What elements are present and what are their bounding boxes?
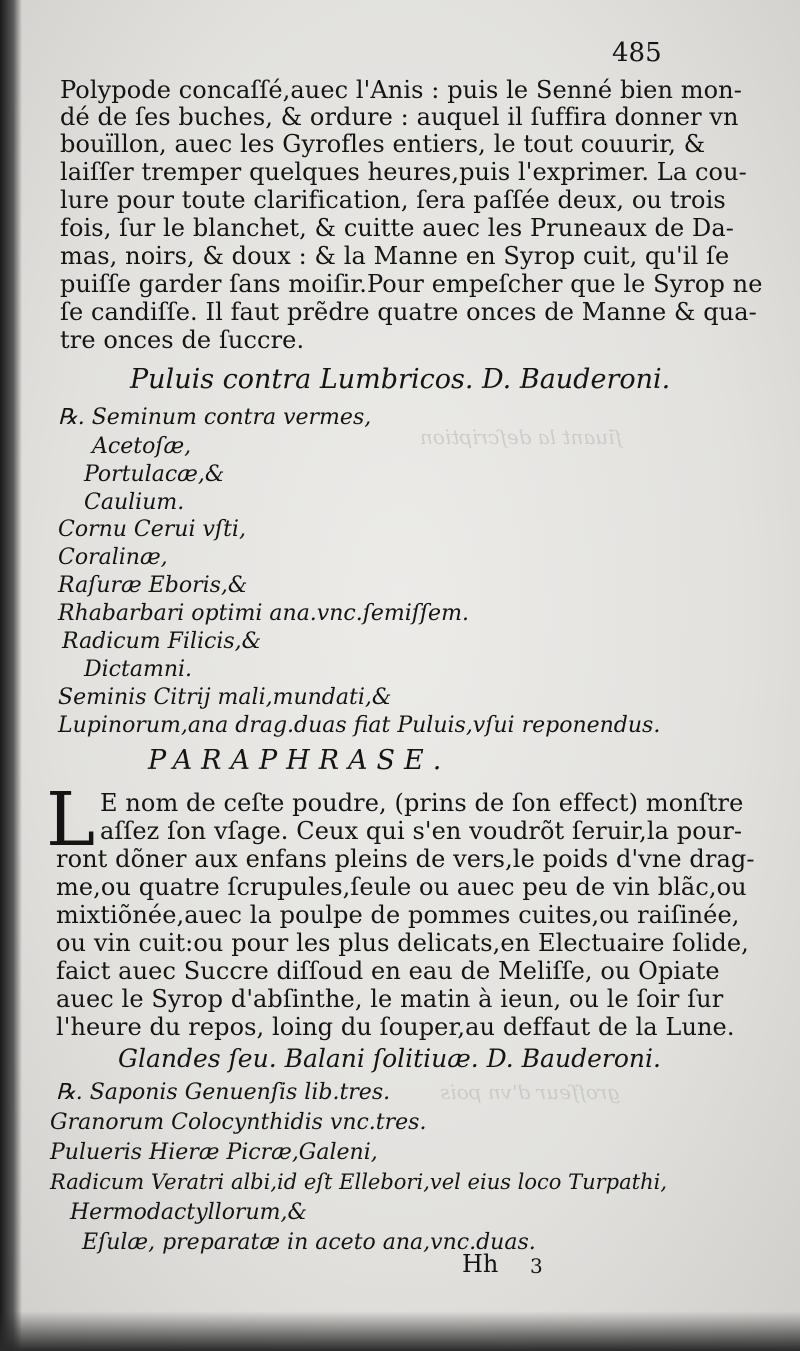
recipe-line: Rhabarbari optimi ana.vnc.ſemiſſem. bbox=[58, 601, 469, 626]
text-line: lure pour toute clarification, ſera paſſée deux, ou trois bbox=[60, 186, 726, 214]
recipe-line: Hermodactyllorum,& bbox=[70, 1200, 308, 1225]
text-line: l'heure du repos, loing du ſouper,au deffaut de la Lune. bbox=[56, 1013, 735, 1041]
text-line: mixtiõnée,auec la poulpe de pommes cuites,ou raiſinée, bbox=[56, 901, 740, 929]
recipe-line: Raſuræ Eboris,& bbox=[58, 573, 248, 598]
recipe-line: Acetoſæ, bbox=[92, 434, 192, 459]
page-shadow-left bbox=[0, 0, 22, 1351]
text-line: laiſſer tremper quelques heures,puis l'exprimer. La cou- bbox=[60, 158, 747, 186]
recipe-line: Seminis Citrij mali,mundati,& bbox=[58, 685, 392, 710]
recipe-line: Dictamni. bbox=[84, 657, 193, 682]
text-line: auec le Syrop d'abſinthe, le matin à ieun, ou le ſoir ſur bbox=[56, 985, 724, 1013]
recipe-line: Granorum Colocynthidis vnc.tres. bbox=[50, 1110, 427, 1135]
recipe-title: Puluis contra Lumbricos. D. Bauderoni. bbox=[130, 364, 671, 395]
text-line: fois, ſur le blanchet, & cuitte auec les Pruneaux de Da- bbox=[60, 214, 735, 242]
recipe-line: Coralinæ, bbox=[58, 545, 168, 570]
text-line: me,ou quatre ſcrupules,ſeule ou auec peu de vin blãc,ou bbox=[56, 873, 747, 901]
text-line: Polypode concaſſé,auec l'Anis : puis le Senné bien mon- bbox=[60, 76, 742, 104]
text-line: puiſſe garder ſans moiſir.Pour empeſcher que le Syrop ne bbox=[60, 270, 763, 298]
recipe-line: Portulacæ,& bbox=[84, 462, 225, 487]
text-line: aſſez ſon vſage. Ceux qui s'en voudrõt ſeruir,la pour- bbox=[100, 817, 743, 845]
page-shadow-bottom bbox=[0, 1311, 800, 1351]
text-line: tre onces de ſuccre. bbox=[60, 326, 305, 354]
section-heading: PARAPHRASE. bbox=[148, 745, 451, 776]
text-line: ront dõner aux enfans pleins de vers,le poids d'vne drag- bbox=[56, 845, 755, 873]
recipe-line: Caulium. bbox=[84, 490, 185, 515]
recipe-line: Cornu Cerui vſti, bbox=[58, 517, 246, 542]
recipe-line: Radicum Filicis,& bbox=[62, 629, 262, 654]
recipe-line: Lupinorum,ana drag.duas fiat Puluis,vſui reponendus. bbox=[58, 713, 661, 738]
text-line: ſe candiſſe. Il faut prẽdre quatre onces de Manne & qua- bbox=[60, 298, 757, 326]
recipe-line: Eſulæ, preparatæ in aceto ana,vnc.duas. bbox=[82, 1230, 536, 1255]
signature-mark: Hh bbox=[462, 1250, 499, 1278]
text-line: dé de ſes buches, & ordure : auquel il ſuffira donner vn bbox=[60, 103, 739, 131]
drop-cap: L bbox=[46, 777, 96, 863]
recipe-line: Pulueris Hieræ Picræ,Galeni, bbox=[50, 1140, 378, 1165]
signature-number: 3 bbox=[530, 1254, 543, 1278]
recipe-line: ℞. Saponis Genuenſis lib.tres. bbox=[56, 1080, 391, 1105]
text-line: faict auec Succre diſſoud en eau de Meliſſe, ou Opiate bbox=[56, 957, 720, 985]
text-line: ou vin cuit:ou pour les plus delicats,en Electuaire ſolide, bbox=[56, 929, 749, 957]
show-through-text: ſiuant la deſcription bbox=[420, 425, 622, 449]
page-number: 485 bbox=[612, 38, 662, 68]
text-line: bouïllon, auec les Gyrofles entiers, le tout couurir, & bbox=[60, 130, 706, 158]
recipe-line: Radicum Veratri albi,id eſt Ellebori,vel eius loco Turpathi, bbox=[50, 1170, 667, 1194]
text-line: E nom de ceſte poudre, (prins de ſon effect) monſtre bbox=[100, 789, 744, 817]
recipe-line: ℞. Seminum contra vermes, bbox=[58, 405, 372, 430]
recipe-title: Glandes ſeu. Balani ſolitiuæ. D. Bauderoni. bbox=[118, 1044, 661, 1073]
show-through-text: groſſeur d'vn pois bbox=[440, 1080, 621, 1104]
text-line: mas, noirs, & doux : & la Manne en Syrop cuit, qu'il ſe bbox=[60, 242, 730, 270]
